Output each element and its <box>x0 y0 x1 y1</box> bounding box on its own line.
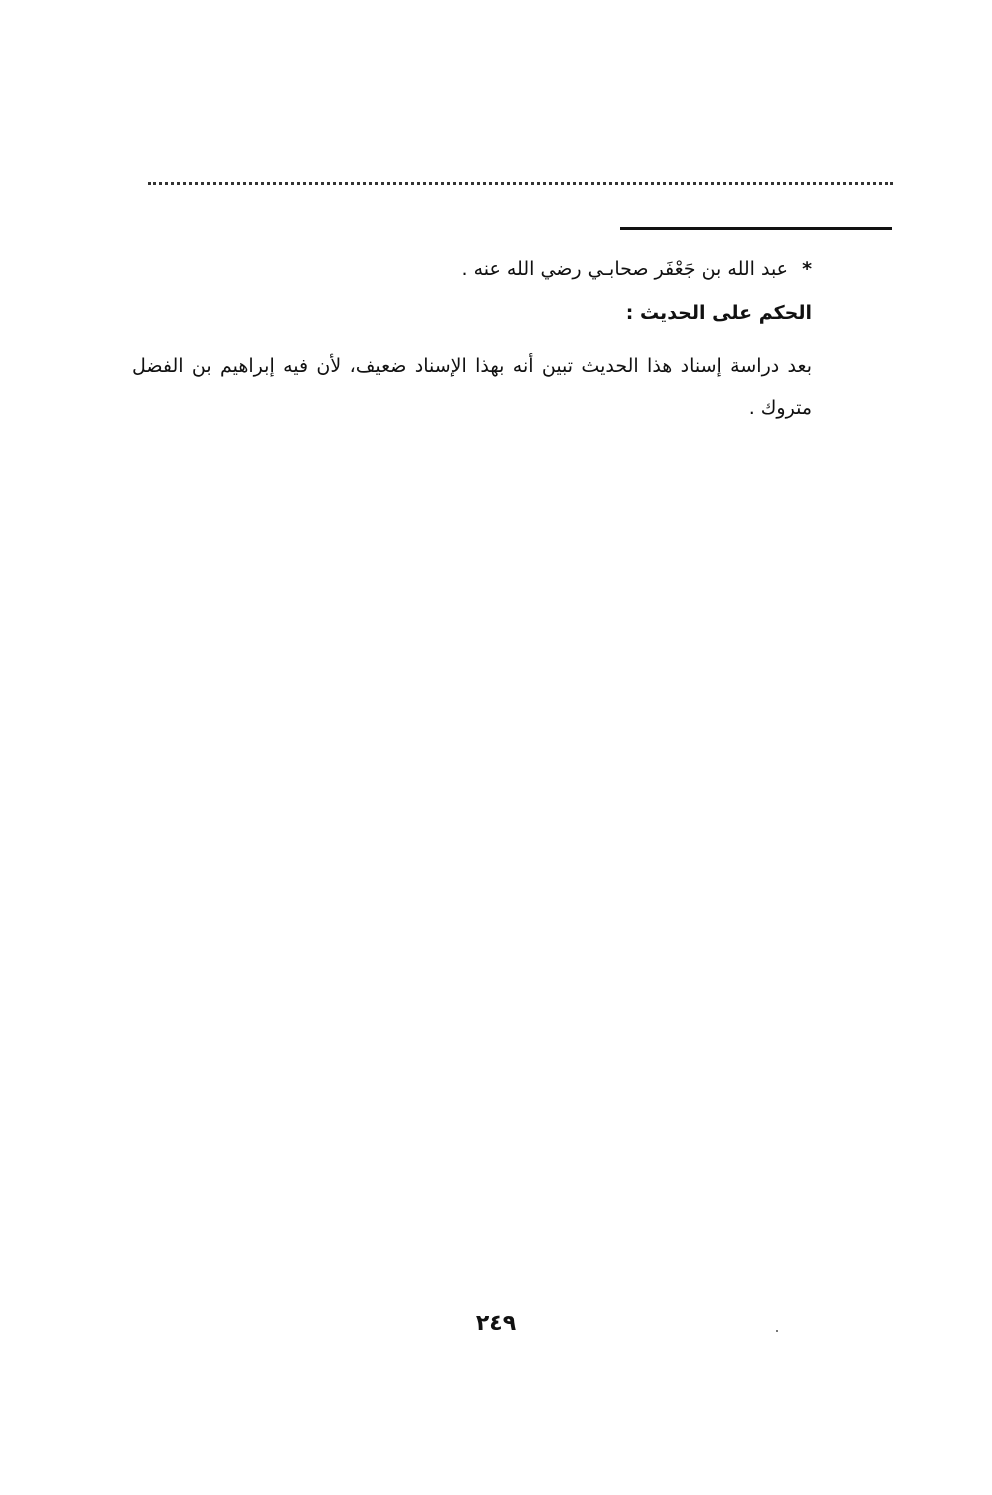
ruling-heading: الحكم على الحديث : <box>625 302 812 324</box>
dotted-separator <box>148 182 893 185</box>
narrator-line <box>212 256 812 282</box>
footnote-rule <box>620 227 892 230</box>
ruling-paragraph: بعد دراسة إسناد هذا الحديث تبين أنه بهذا الإسناد ضعيف، لأن فيه إبراهيم بن الفضل متروك . <box>132 355 812 419</box>
narrator-text: عبد الله بن جَعْفَر صحابـي رضي الله عنه . <box>461 258 789 280</box>
scan-speck <box>776 1330 778 1332</box>
asterisk-bullet: * <box>802 258 812 280</box>
page-number: ٢٤٩ <box>475 1311 517 1336</box>
